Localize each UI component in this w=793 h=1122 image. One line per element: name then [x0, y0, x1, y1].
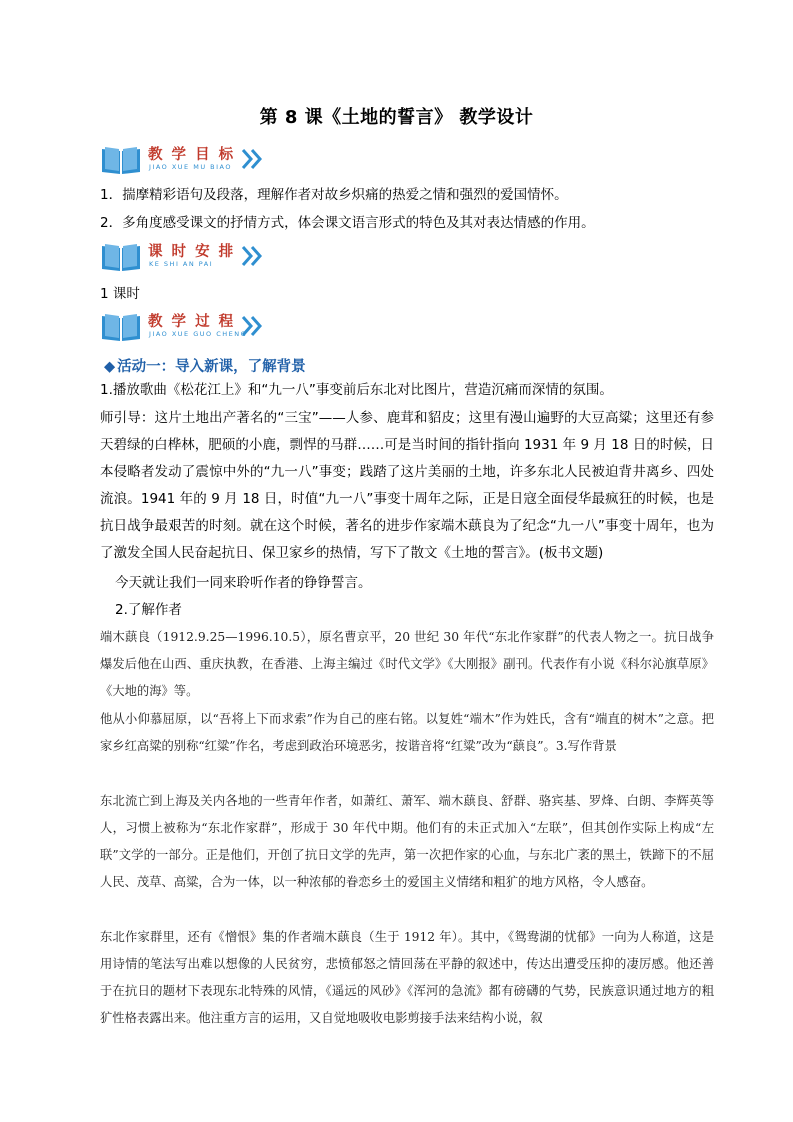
paragraph-teacher-guide: 师引导：这片土地出产著名的“三宝”——人参、鹿茸和貂皮；这里有漫山遍野的大豆高粱；这里还有参天碧绿的白桦林，肥硕的小鹿，剽悍的马群……可是当时间的指针指向 1931 年 9 月 18 日的时候，日本侵略者发动了震惊中外的“九一八”事变；践踏了这片美丽的土地，许多东北人民被迫背井离乡、四处流浪。1941 年的 9 月 18 日，时值“九一八”事变十周年之际，正是日寇全面侵华最疯狂的时候，也是抗日战争最艰苦的时刻。就在这个时候，著名的进步作家端木蕻良为了纪念“九一八”事变十周年，也为了激发全国人民奋起抗日、保卫家乡的热情，写下了散文《土地的誓言》。(板书文题): [100, 410, 714, 561]
open-book-icon: [100, 242, 142, 272]
diamond-bullet-icon: ◆: [104, 359, 116, 375]
section-banner-process: [100, 310, 280, 344]
paragraph-writers-group: 东北作家群里，还有《憎恨》集的作者端木蕻良（生于 1912 年）。其中，《鸳鸯湖的忧郁》一向为人称道，这是用诗情的笔法写出难以想像的人民贫穷，悲愤郁怒之情回荡在平静的叙述中，传达出遭受压抑的凄厉感。他还善于在抗日的题材下表现东北特殊的风情，《遥远的风砂》《浑河的急流》都有磅礴的气势，民族意识通过地方的粗犷性格表露出来。他注重方言的运用，又自觉地吸收电影剪接手法来结构小说，叙: [100, 930, 714, 1025]
goal-item-2: 2．多角度感受课文的抒情方式，体会课文语言形式的特色及其对表达情感的作用。: [100, 215, 595, 231]
goal-item-1: 1．揣摩精彩语句及段落，理解作者对故乡炽痛的热爱之情和强烈的爱国情怀。: [100, 187, 568, 203]
paragraph-listen: 今天就让我们一同来聆听作者的铮铮誓言。: [115, 575, 372, 591]
section-banner-goals: [100, 143, 280, 177]
activity-heading: [104, 355, 306, 376]
paragraph-author-name: 他从小仰慕屈原，以“吾将上下而求索”作为自己的座右铭。以复姓“端木”作为姓氏，含有“端直的树木”之意。把家乡红高粱的别称“红粱”作名，考虑到政治环境恶劣，按谐音将“红粱”改为“蕻良”。3.写作背景: [100, 712, 714, 753]
double-chevron-icon: [241, 148, 265, 170]
document-title: 第 8 课《土地的誓言》 教学设计: [259, 107, 534, 128]
section-pinyin: JIAO XUE GUO CHENG: [149, 330, 248, 338]
section-title: 教 学 过 程: [148, 314, 236, 330]
paragraph-author-heading: 2.了解作者: [115, 602, 182, 618]
activity-title: 活动一：导入新课，了解背景: [117, 359, 306, 375]
section-title: 课 时 安 排: [148, 244, 236, 260]
double-chevron-icon: [241, 245, 265, 267]
section-title: 教 学 目 标: [148, 147, 236, 163]
open-book-icon: [100, 312, 142, 342]
paragraph-song: 1.播放歌曲《松花江上》和“九一八”事变前后东北对比图片，营造沉痛而深情的氛围。: [100, 382, 613, 398]
paragraph-author-bio: 端木蕻良（1912.9.25—1996.10.5），原名曹京平，20 世纪 30 年代“东北作家群”的代表人物之一。抗日战争爆发后他在山西、重庆执教，在香港、上海主编过《时代文学》《大刚报》副刊。代表作有小说《科尔沁旗草原》《大地的海》等。: [100, 630, 714, 698]
section-pinyin: KE SHI AN PAI: [149, 260, 214, 268]
section-pinyin: JIAO XUE MU BIAO: [149, 163, 232, 171]
schedule-text: 1 课时: [100, 286, 140, 302]
open-book-icon: [100, 145, 142, 175]
paragraph-background: 东北流亡到上海及关内各地的一些青年作者，如萧红、萧军、端木蕻良、舒群、骆宾基、罗烽、白朗、李辉英等人，习惯上被称为“东北作家群”，形成于 30 年代中期。他们有的未正式加入“左联”，但其创作实际上构成“左联”文学的一部分。正是他们，开创了抗日文学的先声，第一次把作家的心血，与东北广袤的黑土，铁蹄下的不屈人民、茂草、高粱，合为一体，以一种浓郁的眷恋乡土的爱国主义情绪和粗犷的地方风格，令人感奋。: [100, 794, 714, 889]
double-chevron-icon: [241, 315, 265, 337]
section-banner-schedule: [100, 240, 280, 274]
